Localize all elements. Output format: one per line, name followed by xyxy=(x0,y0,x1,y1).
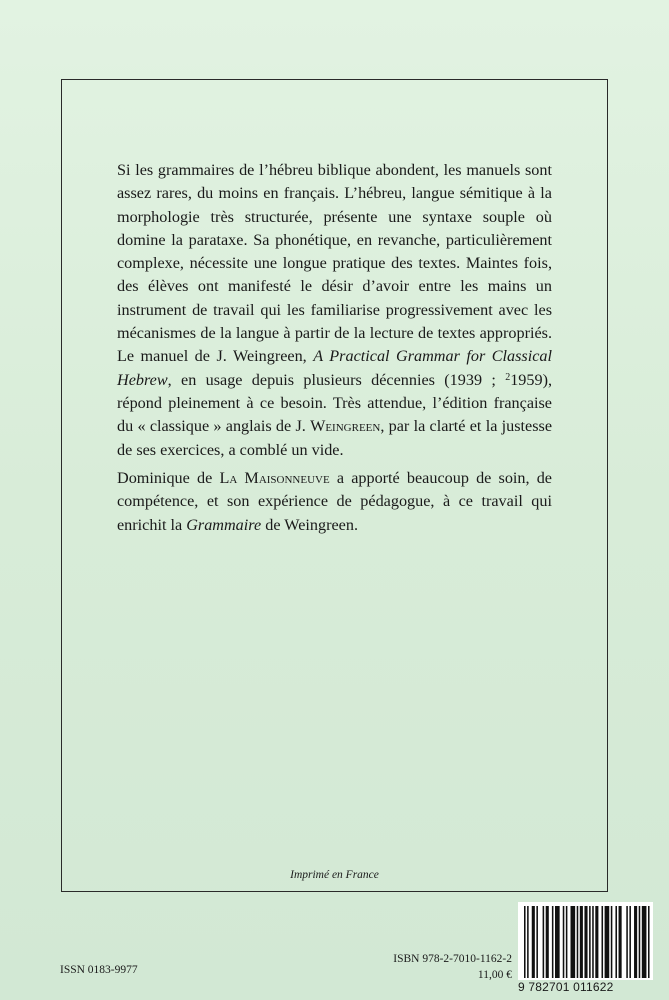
edition-superscript: 2 xyxy=(505,371,511,383)
printed-in-france: Imprimé en France xyxy=(290,869,379,881)
book-title: A Practical Grammar for Classical Hebrew xyxy=(117,347,552,389)
paragraph-text: de Weingreen. xyxy=(261,515,359,534)
paragraph-text: Si les grammaires de l’hébreu biblique abondent, les manuels sont assez rares, du moins en français. L’hébreu, langue sémitique à la morphologie très structurée, présente une syntaxe souple où domine la parataxe. Sa phonétique, en revanche, particulièrement complexe, nécessite une longue pratique des textes. Maintes fois, des élèves ont manifesté le désir d’avoir entre les mains un instrument de travail qui les familiarise progressivement avec les mécanismes de la langue à partir de la lecture de textes appropriés. Le manuel de J. Weingreen, xyxy=(117,161,552,366)
description-paragraph xyxy=(117,159,552,462)
translator-name: La Maisonneuve xyxy=(219,469,330,487)
barcode-digits: 9 782701 011622 xyxy=(518,980,614,994)
issn-number: ISSN 0183-9977 xyxy=(60,964,138,976)
translator-paragraph xyxy=(117,467,552,537)
barcode xyxy=(518,902,653,1000)
paragraph-text: a apporté beaucoup de soin, de compétence, et son expérience de pédagogue, à ce travail qui enrichit la xyxy=(117,469,552,534)
paragraph-text: , en usage depuis plusieurs décennies (1939 ; xyxy=(167,370,506,389)
paragraph-text: 1959), répond pleinement à ce besoin. Très attendue, l’édition française du « classique » anglais de J. xyxy=(117,370,552,436)
isbn-number: ISBN 978-2-7010-1162-2 xyxy=(393,953,512,965)
grammaire-title: Grammaire xyxy=(186,515,262,534)
price: 11,00 € xyxy=(477,969,512,981)
barcode-bars xyxy=(518,902,653,980)
isbn-price-block xyxy=(392,951,512,983)
author-name: Weingreen xyxy=(310,417,381,436)
paragraph-text: , par la clarté et la justesse de ses exercices, a comblé un vide. xyxy=(117,417,553,459)
paragraph-text: Dominique de xyxy=(117,469,220,487)
